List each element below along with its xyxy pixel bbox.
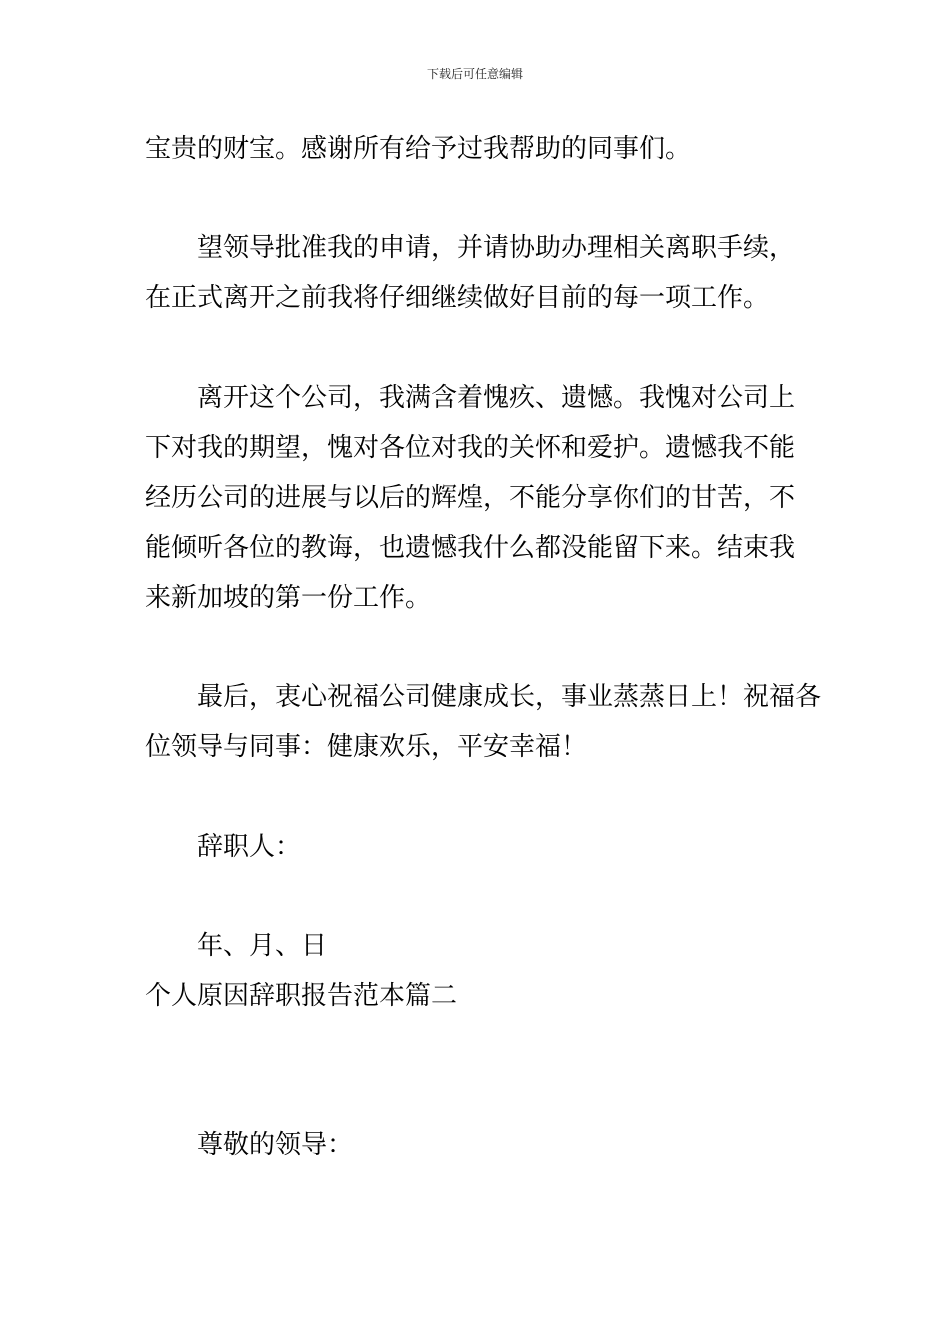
body-line: 经历公司的进展与以后的辉煌，不能分享你们的甘苦，不 xyxy=(145,483,796,513)
body-line: 位领导与同事：健康欢乐，平安幸福！ xyxy=(145,732,588,762)
body-line: 离开这个公司，我满含着愧疚、遗憾。我愧对公司上 xyxy=(197,383,796,413)
signature-label: 辞职人： xyxy=(197,832,302,862)
page-header-note: 下载后可任意编辑 xyxy=(426,67,523,81)
body-line: 最后，衷心祝福公司健康成长，事业蒸蒸日上！祝福各 xyxy=(197,682,822,712)
body-line: 来新加坡的第一份工作。 xyxy=(145,583,432,613)
body-line: 宝贵的财宝。感谢所有给予过我帮助的同事们。 xyxy=(145,134,692,164)
body-line: 在正式离开之前我将仔细继续做好目前的每一项工作。 xyxy=(145,283,770,313)
body-line: 望领导批准我的申请，并请协助办理相关离职手续， xyxy=(197,233,796,263)
body-line: 下对我的期望，愧对各位对我的关怀和爱护。遗憾我不能 xyxy=(145,433,796,463)
section-title: 个人原因辞职报告范本篇二 xyxy=(145,981,458,1011)
date-line: 年、月、日 xyxy=(197,931,328,961)
salutation: 尊敬的领导： xyxy=(197,1130,354,1160)
body-line: 能倾听各位的教诲，也遗憾我什么都没能留下来。结束我 xyxy=(145,533,796,563)
